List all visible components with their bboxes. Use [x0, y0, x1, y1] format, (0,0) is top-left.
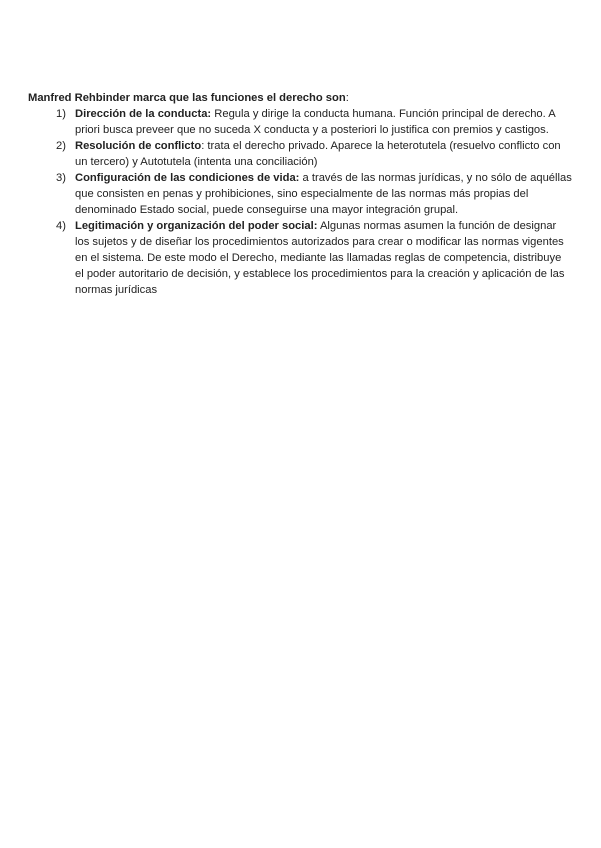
list-item-number: 1): [56, 108, 66, 120]
list-item-term: Configuración de las condiciones de vida:: [75, 172, 300, 184]
document-body: [28, 90, 573, 298]
list-item: [28, 106, 573, 138]
list-item-term: Dirección de la conducta:: [75, 108, 212, 120]
list-item-number: 2): [56, 140, 66, 152]
list-item: [28, 218, 573, 298]
intro-bold-text: Manfred Rehbinder marca que las funciones el derecho son: [28, 92, 346, 104]
list-item-text: Regula y dirige la conducta humana. Función principal de derecho. A priori busca preveer que no suceda X conducta y a posteriori lo justifica con premios y castigos.: [75, 108, 556, 136]
list-item-text: : trata el derecho privado. Aparece la heterotutela (resuelvo conflicto con un tercero) y Autotutela (intenta una conciliación): [75, 140, 561, 168]
functions-list: [28, 106, 573, 298]
list-item: [28, 138, 573, 170]
list-item-text: a través de las normas jurídicas, y no sólo de aquéllas que consisten en penas y prohibiciones, sino especialmente de las normas más propias del denominado Estado social, puede conseguirse una mayor integración grupal.: [75, 172, 572, 216]
list-item: [28, 170, 573, 218]
list-item-number: 4): [56, 220, 66, 232]
intro-colon: :: [345, 92, 349, 104]
intro-paragraph: [28, 90, 573, 106]
list-item-term: Legitimación y organización del poder social:: [75, 220, 318, 232]
list-item-term: Resolución de conflicto: [75, 140, 202, 152]
list-item-text: Algunas normas asumen la función de designar los sujetos y de diseñar los procedimientos autorizados para crear o modificar las normas vigentes en el sistema. De este modo el Derecho, mediante las llamadas reglas de competencia, distribuye el poder autoritario de decisión, y establece los procedimientos para la creación y aplicación de las normas jurídicas: [75, 220, 565, 296]
list-item-number: 3): [56, 172, 66, 184]
